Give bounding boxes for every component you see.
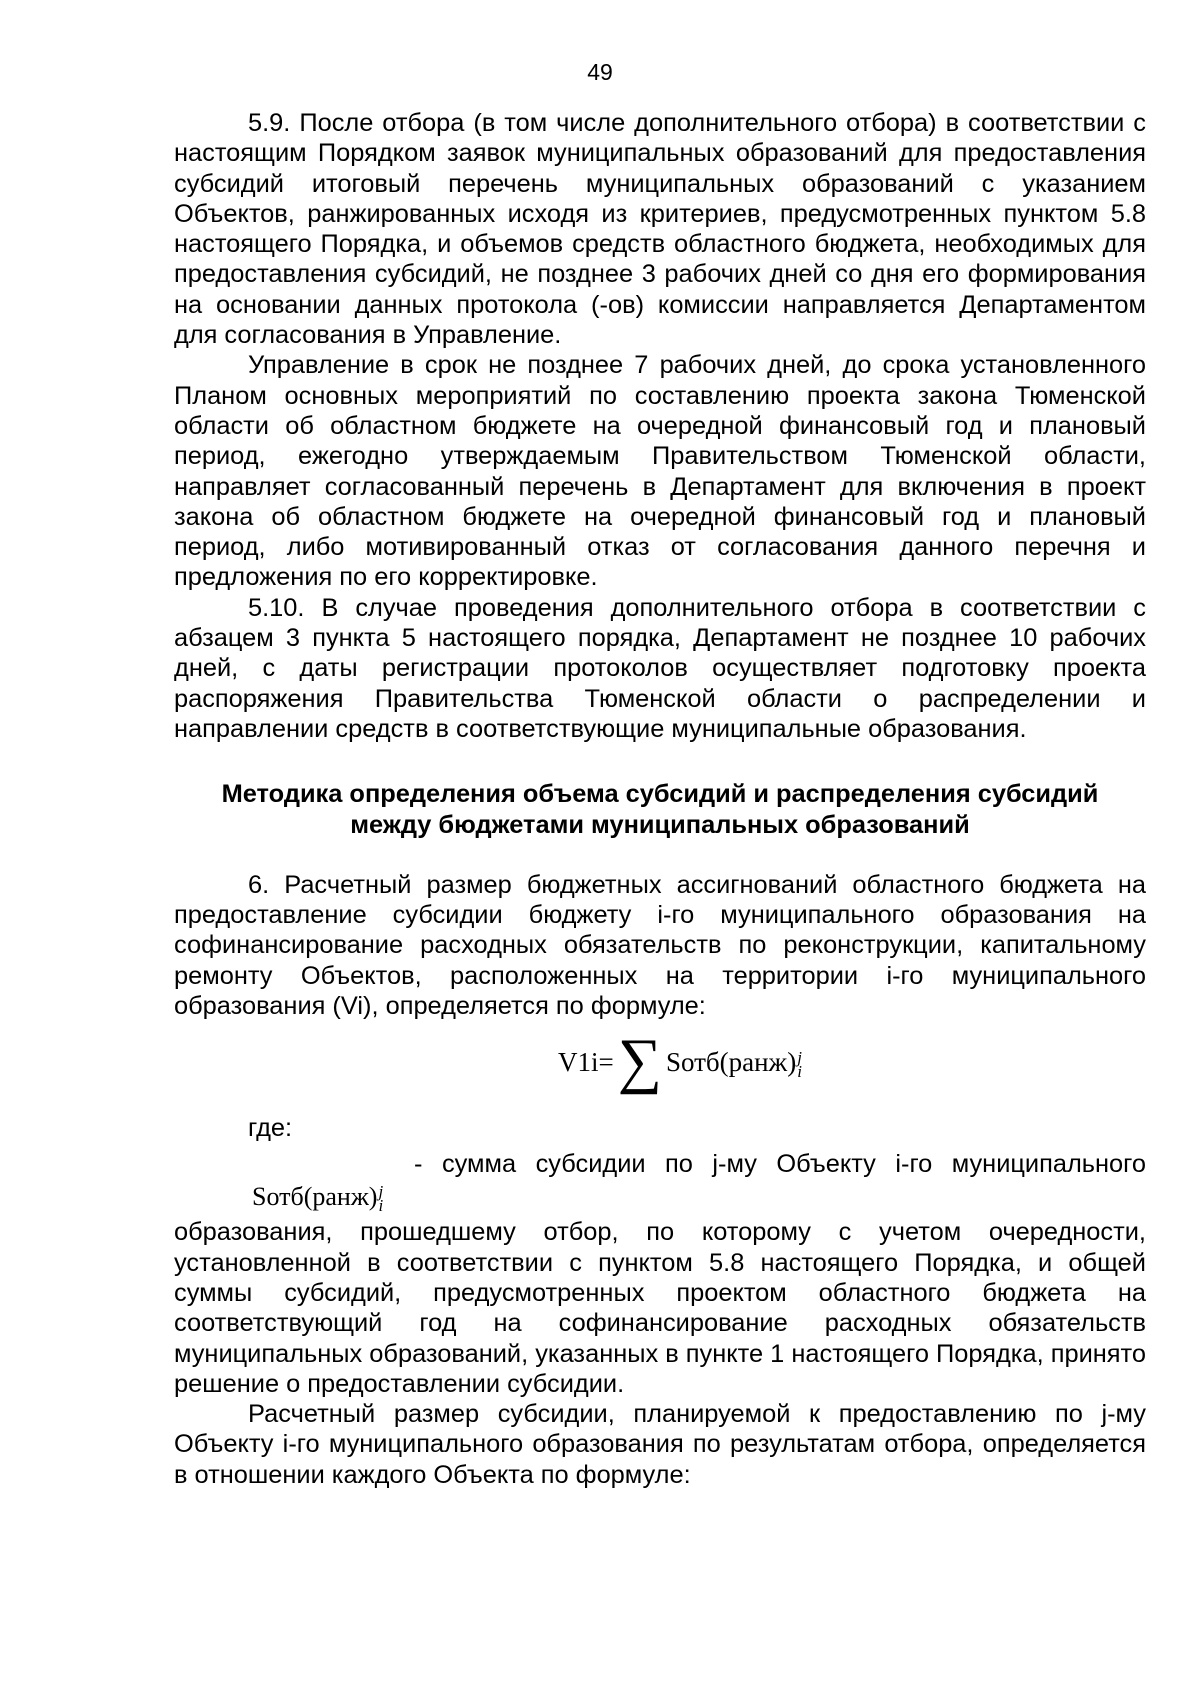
definition-indices — [378, 1182, 384, 1216]
formula-sup: j — [797, 1048, 802, 1068]
formula-v1i — [558, 1027, 802, 1096]
where-label: где: — [248, 1114, 293, 1143]
paragraph-raschetny-razmer: Расчетный размер субсидии, планируемой к предоставлению по j-му Объекту i-го муниципального образования по результатам отбора, определяется в отношении каждого Объекта по формуле: — [174, 1400, 1146, 1489]
page-number: 49 — [587, 59, 613, 85]
formula-indices — [797, 1048, 802, 1082]
formula-block — [174, 1021, 1146, 1107]
formula-term: Sотб(ранж) — [665, 1047, 797, 1078]
sigma-symbol: ∑ — [617, 1027, 662, 1096]
section-heading — [174, 779, 1146, 840]
paragraph-upravlenie: Управление в срок не позднее 7 рабочих дней, до срока установленного Планом основных мероприятий по составлению проекта закона Тюменской области об областном бюджете на очередной финансовый год и плановый период, ежегодно утверждаемым Правительством Тюменской области, направляет согласованный перечень в Департамент для включения в проект закона об областном бюджете на очередной финансовый год и плановый период, либо мотивированный отказ от согласования данного перечня и предложения по его корректировке. — [174, 351, 1146, 592]
definition-text-first-line: - сумма субсидии по j-му Объекту i-го муниципального — [414, 1150, 1146, 1179]
definition-sub: i — [378, 1196, 384, 1216]
definition-term — [252, 1179, 383, 1215]
definition-row — [174, 1149, 1146, 1219]
definition-term-text: Sотб(ранж) — [252, 1182, 378, 1212]
heading-line-1: Методика определения объема субсидий и распределения субсидий — [221, 780, 1099, 809]
definition-sup: j — [378, 1182, 384, 1202]
heading-line-2: между бюджетами муниципальных образований — [350, 810, 970, 839]
document-body — [174, 108, 1146, 1490]
definition-text-continued: образования, прошедшему отбор, по которому с учетом очередности, установленной в соответствии с пунктом 5.8 настоящего Порядка, и общей суммы субсидий, предусмотренных проектом областного бюджета на соответствующий год на софинансирование расходных обязательств муниципальных образований, указанных в пункте 1 настоящего Порядка, принято решение о предоставлении субсидии. — [174, 1218, 1146, 1398]
formula-lhs: V1i= — [558, 1047, 614, 1078]
paragraph-5-10: 5.10. В случае проведения дополнительного отбора в соответствии с абзацем 3 пункта 5 настоящего порядка, Департамент не позднее 10 рабочих дней, с даты регистрации протоколов осуществляет подготовку проекта распоряжения Правительства Тюменской области о распределении и направлении средств в соответствующие муниципальные образования. — [174, 593, 1146, 743]
formula-sub: i — [797, 1062, 802, 1082]
paragraph-6: 6. Расчетный размер бюджетных ассигнований областного бюджета на предоставление субсидии бюджету i-го муниципального образования на софинансирование расходных обязательств по реконструкции, капитальному ремонту Объектов, расположенных на территории i-го муниципального образования (Vi), определяется по формуле: — [174, 870, 1146, 1021]
paragraph-5-9: 5.9. После отбора (в том числе дополнительного отбора) в соответствии с настоящим Порядком заявок муниципальных образований для предоставления субсидий итоговый перечень муниципальных образований с указанием Объектов, ранжированных исходя из критериев, предусмотренных пунктом 5.8 настоящего Порядка, и объемов средств областного бюджета, необходимых для предоставления субсидий, не позднее 3 рабочих дней со дня его формирования на основании данных протокола (-ов) комиссии направляется Департаментом для согласования в Управление. — [174, 109, 1146, 350]
